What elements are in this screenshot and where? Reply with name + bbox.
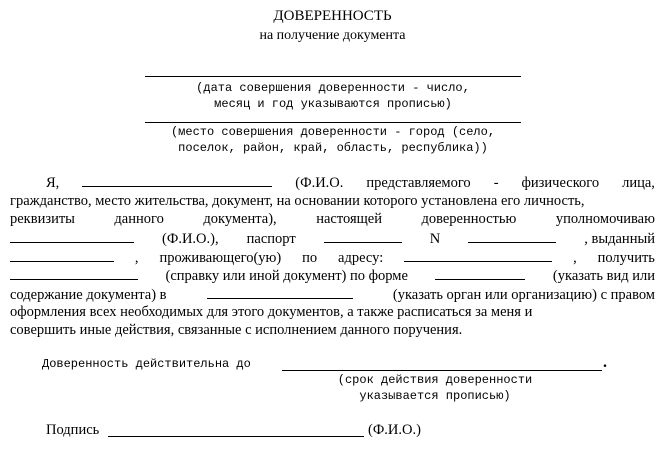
body-line-3 <box>10 210 655 228</box>
text-i: Я, <box>46 175 60 191</box>
text: (Ф.И.О.), <box>162 231 219 247</box>
text: получить <box>597 250 655 266</box>
text: реквизиты <box>10 211 75 227</box>
document-title: ДОВЕРЕННОСТЬ <box>273 8 392 24</box>
validity-caption-line2: указывается прописью) <box>359 389 511 403</box>
passport-series-blank[interactable] <box>324 229 402 243</box>
document-subtitle: на получение документа <box>259 28 406 43</box>
text: оформления всех необходимых для этого документов, а также расписаться за меня и <box>10 304 533 320</box>
text: лица, <box>622 175 655 191</box>
form-blank[interactable] <box>435 266 525 280</box>
text: настоящей <box>316 211 382 227</box>
text: паспорт <box>246 231 296 247</box>
text: по <box>302 250 318 266</box>
signature-name-label: (Ф.И.О.) <box>368 422 421 438</box>
text: проживающего(ую) <box>159 250 282 266</box>
text: (указать орган или организацию) с правом <box>392 287 655 303</box>
text: - <box>493 175 499 191</box>
principal-name-blank[interactable] <box>82 173 272 187</box>
text: гражданство, место жительства, документ, на основании которого установлена его личность, <box>10 193 585 209</box>
text: (указать вид или <box>552 268 655 284</box>
address-blank[interactable] <box>404 248 552 262</box>
text: адресу: <box>338 250 384 266</box>
text: содержание документа) в <box>10 287 167 303</box>
date-caption-line2: месяц и год указываются прописью) <box>214 97 452 111</box>
validity-label: Доверенность действительна до <box>42 357 251 371</box>
validity-period: . <box>603 354 607 371</box>
organization-blank[interactable] <box>207 285 353 299</box>
text: , <box>573 250 577 266</box>
body-line-2 <box>10 192 655 210</box>
validity-blank-line[interactable] <box>282 370 602 371</box>
body-line-7 <box>10 285 655 303</box>
body-line-9 <box>10 321 655 339</box>
validity-caption-line1: (срок действия доверенности <box>337 373 533 387</box>
body-line-4 <box>10 229 655 247</box>
text: совершить иные действия, связанные с исполнением данного поручения. <box>10 322 463 338</box>
date-blank-line[interactable] <box>145 76 521 77</box>
date-caption <box>145 80 521 112</box>
text: физического <box>521 175 600 191</box>
place-caption-line2: поселок, район, край, область, республика)) <box>178 141 488 155</box>
body-line-1 <box>10 173 655 191</box>
text: представляемого <box>366 175 471 191</box>
place-caption <box>140 124 526 156</box>
signature-blank-line[interactable] <box>108 436 364 437</box>
place-blank-line[interactable] <box>145 122 521 123</box>
body-line-8 <box>10 303 655 321</box>
text: , выданный <box>584 231 655 247</box>
body-line-5 <box>10 248 655 266</box>
text: доверенностью <box>421 211 517 227</box>
validity-caption <box>300 372 570 404</box>
date-caption-line1: (дата совершения доверенности - число, <box>196 81 470 95</box>
passport-issuer-blank[interactable] <box>10 248 114 262</box>
text: (справку или иной документ) по форме <box>165 268 408 284</box>
text: (Ф.И.О. <box>295 175 344 191</box>
place-caption-line1: (место совершения доверенности - город (село, <box>170 125 496 139</box>
representative-name-blank[interactable] <box>10 229 134 243</box>
text: данного <box>114 211 164 227</box>
text: N <box>429 231 441 247</box>
signature-label: Подпись <box>46 422 100 438</box>
text: уполномочиваю <box>555 211 655 227</box>
text: , <box>134 250 139 266</box>
address-continued-blank[interactable] <box>10 266 138 280</box>
passport-number-blank[interactable] <box>468 229 556 243</box>
body-line-6 <box>10 266 655 284</box>
text: документа), <box>203 211 277 227</box>
